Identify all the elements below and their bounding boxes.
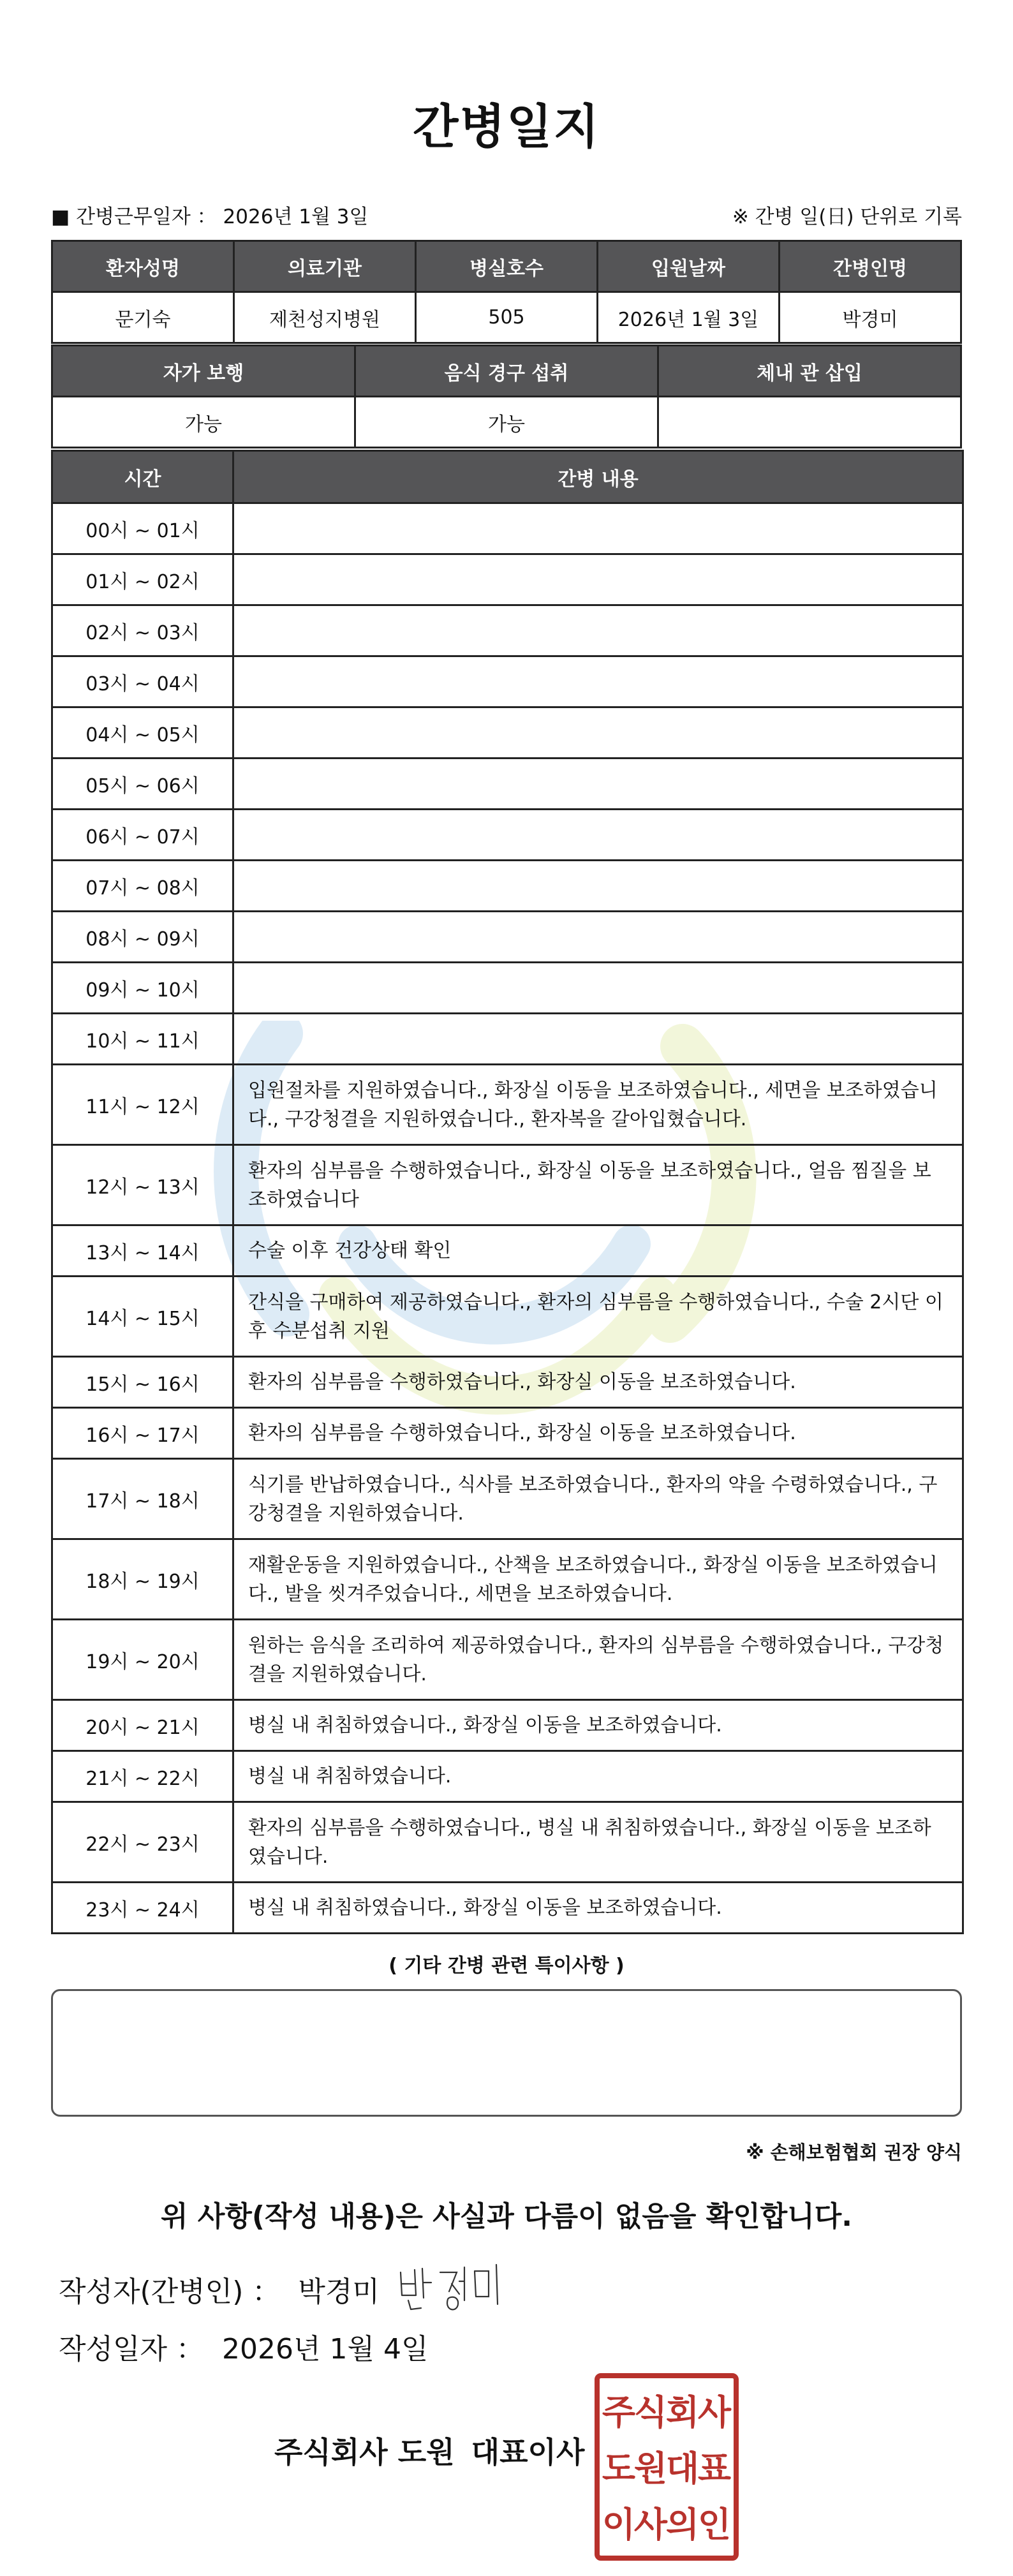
care-content: 원하는 음식을 조리하여 제공하였습니다., 환자의 심부름을 수행하였습니다., 구강청결을 지원하였습니다.	[233, 1620, 963, 1700]
care-content	[233, 554, 963, 605]
form-note: ※ 손해보험협회 권장 양식	[746, 2142, 962, 2163]
capabilities-value-row	[52, 397, 961, 448]
page-title: 간병일지	[413, 100, 600, 154]
svg-text:도: 도	[602, 2448, 636, 2489]
remarks-box	[51, 1989, 962, 2117]
care-content	[233, 810, 963, 861]
hospital-name: 제천성지병원	[234, 292, 416, 343]
care-content: 입원절차를 지원하였습니다., 화장실 이동을 보조하였습니다., 세면을 보조하였습니다., 구강청결을 지원하였습니다., 환자복을 갈아입혔습니다.	[233, 1065, 963, 1145]
svg-text:식: 식	[633, 2392, 668, 2432]
svg-text:표: 표	[697, 2448, 732, 2489]
tube-insertion-value	[658, 397, 961, 448]
table-row	[52, 861, 963, 912]
svg-text:대: 대	[665, 2448, 700, 2489]
care-content	[233, 605, 963, 656]
care-log-table	[51, 450, 964, 1934]
confirmation-statement: 위 사항(작성 내용)은 사실과 다름이 없음을 확인합니다.	[161, 2200, 852, 2233]
care-content: 환자의 심부름을 수행하였습니다., 병실 내 취침하였습니다., 화장실 이동을 보조하였습니다.	[233, 1802, 963, 1883]
time-slot: 15시 ~ 16시	[52, 1357, 233, 1408]
table-row	[52, 1277, 963, 1357]
table-row	[52, 605, 963, 656]
header-room-number: 병실호수	[416, 241, 598, 292]
care-content	[233, 759, 963, 810]
care-content: 재활운동을 지원하였습니다., 산책을 보조하였습니다., 화장실 이동을 보조하였습니다., 발을 씻겨주었습니다., 세면을 보조하였습니다.	[233, 1539, 963, 1620]
table-row	[52, 759, 963, 810]
header-care-content: 간병 내용	[233, 451, 963, 503]
patient-info-header-row	[52, 241, 961, 292]
svg-text:주: 주	[602, 2392, 636, 2432]
written-date-label: 작성일자 ：	[59, 2333, 205, 2365]
time-slot: 18시 ~ 19시	[52, 1539, 233, 1620]
table-row	[52, 1145, 963, 1225]
svg-text:의: 의	[665, 2505, 700, 2545]
care-content: 식기를 반납하였습니다., 식사를 보조하였습니다., 환자의 약을 수령하였습니다., 구강청결을 지원하였습니다.	[233, 1459, 963, 1539]
care-content: 환자의 심부름을 수행하였습니다., 화장실 이동을 보조하였습니다.	[233, 1408, 963, 1459]
capabilities-table	[51, 344, 962, 448]
written-date-value: 2026년 1월 4일	[222, 2333, 429, 2365]
care-content	[233, 1014, 963, 1065]
time-slot: 08시 ~ 09시	[52, 912, 233, 963]
handwritten-signature	[396, 2258, 504, 2316]
writer-line	[59, 2269, 380, 2309]
time-slot: 22시 ~ 23시	[52, 1802, 233, 1883]
time-slot: 06시 ~ 07시	[52, 810, 233, 861]
svg-text:원: 원	[633, 2448, 668, 2489]
patient-name: 문기숙	[52, 292, 234, 343]
care-content: 간식을 구매하여 제공하였습니다., 환자의 심부름을 수행하였습니다., 수술 2시단 이후 수분섭취 지원	[233, 1277, 963, 1357]
table-row	[52, 1014, 963, 1065]
time-slot: 14시 ~ 15시	[52, 1277, 233, 1357]
time-slot: 11시 ~ 12시	[52, 1065, 233, 1145]
table-row	[52, 1408, 963, 1459]
work-date-value: 2026년 1월 3일	[223, 205, 369, 228]
care-content	[233, 912, 963, 963]
time-slot: 23시 ~ 24시	[52, 1883, 233, 1934]
time-slot: 19시 ~ 20시	[52, 1620, 233, 1700]
table-row	[52, 656, 963, 707]
patient-info-table	[51, 240, 962, 344]
table-row	[52, 912, 963, 963]
svg-text:이: 이	[602, 2505, 636, 2545]
company-seal-stamp	[593, 2372, 740, 2562]
table-row	[52, 554, 963, 605]
time-slot: 16시 ~ 17시	[52, 1408, 233, 1459]
care-content: 수술 이후 건강상태 확인	[233, 1225, 963, 1277]
capabilities-header-row	[52, 346, 961, 397]
representative-title: 대표이사	[471, 2435, 585, 2469]
work-date-line	[51, 200, 368, 229]
care-content: 환자의 심부름을 수행하였습니다., 화장실 이동을 보조하였습니다.	[233, 1357, 963, 1408]
written-date-line	[59, 2326, 428, 2367]
svg-text:사: 사	[697, 2392, 732, 2432]
header-oral-intake: 음식 경구 섭취	[355, 346, 658, 397]
table-row	[52, 1225, 963, 1277]
caregiver-name: 박경미	[780, 292, 961, 343]
table-row	[52, 963, 963, 1014]
work-date-label: ■ 간병근무일자 ：	[51, 205, 217, 228]
table-row	[52, 1751, 963, 1802]
time-slot: 10시 ~ 11시	[52, 1014, 233, 1065]
time-slot: 01시 ~ 02시	[52, 554, 233, 605]
care-content	[233, 503, 963, 554]
patient-info-value-row	[52, 292, 961, 343]
header-self-walking: 자가 보행	[52, 346, 355, 397]
time-slot: 02시 ~ 03시	[52, 605, 233, 656]
time-slot: 13시 ~ 14시	[52, 1225, 233, 1277]
header-admission-date: 입원날짜	[598, 241, 780, 292]
table-row	[52, 1700, 963, 1751]
time-slot: 12시 ~ 13시	[52, 1145, 233, 1225]
remarks-title: ( 기타 간병 관련 특이사항 )	[388, 1955, 625, 1977]
table-row	[52, 707, 963, 759]
oral-intake-value: 가능	[355, 397, 658, 448]
self-walking-value: 가능	[52, 397, 355, 448]
table-row	[52, 1802, 963, 1883]
time-slot: 21시 ~ 22시	[52, 1751, 233, 1802]
care-log-header-row	[52, 451, 963, 503]
time-slot: 05시 ~ 06시	[52, 759, 233, 810]
company-line	[274, 2429, 584, 2471]
table-row	[52, 1065, 963, 1145]
record-note: ※ 간병 일(日) 단위로 기록	[732, 205, 962, 228]
admission-date: 2026년 1월 3일	[598, 292, 780, 343]
care-content: 병실 내 취침하였습니다., 화장실 이동을 보조하였습니다.	[233, 1700, 963, 1751]
table-row	[52, 810, 963, 861]
table-row	[52, 503, 963, 554]
svg-text:인: 인	[697, 2505, 732, 2545]
writer-label: 작성자(간병인) ：	[59, 2276, 281, 2308]
time-slot: 09시 ~ 10시	[52, 963, 233, 1014]
care-content	[233, 656, 963, 707]
table-row	[52, 1620, 963, 1700]
care-content	[233, 861, 963, 912]
header-hospital: 의료기관	[234, 241, 416, 292]
table-row	[52, 1357, 963, 1408]
care-content: 병실 내 취침하였습니다., 화장실 이동을 보조하였습니다.	[233, 1883, 963, 1934]
company-name: 주식회사 도원	[274, 2435, 455, 2469]
svg-text:사: 사	[633, 2505, 668, 2545]
header-time: 시간	[52, 451, 233, 503]
care-content	[233, 963, 963, 1014]
header-caregiver-name: 간병인명	[780, 241, 961, 292]
care-content: 환자의 심부름을 수행하였습니다., 화장실 이동을 보조하였습니다., 얼음 찜질을 보조하였습니다	[233, 1145, 963, 1225]
time-slot: 07시 ~ 08시	[52, 861, 233, 912]
time-slot: 03시 ~ 04시	[52, 656, 233, 707]
care-content	[233, 707, 963, 759]
time-slot: 17시 ~ 18시	[52, 1459, 233, 1539]
care-content: 병실 내 취침하였습니다.	[233, 1751, 963, 1802]
writer-name: 박경미	[298, 2276, 380, 2308]
svg-text:회: 회	[665, 2392, 700, 2432]
time-slot: 04시 ~ 05시	[52, 707, 233, 759]
time-slot: 00시 ~ 01시	[52, 503, 233, 554]
table-row	[52, 1459, 963, 1539]
table-row	[52, 1883, 963, 1934]
time-slot: 20시 ~ 21시	[52, 1700, 233, 1751]
room-number: 505	[416, 292, 598, 343]
header-patient-name: 환자성명	[52, 241, 234, 292]
header-tube-insertion: 체내 관 삽입	[658, 346, 961, 397]
table-row	[52, 1539, 963, 1620]
